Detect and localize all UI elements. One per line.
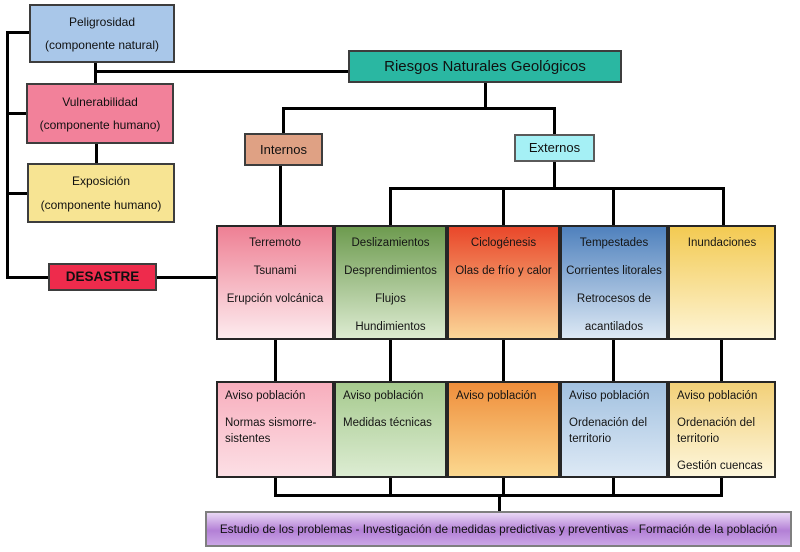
- externos-label: Externos: [528, 140, 581, 155]
- hazard-item: Tempestades: [579, 237, 649, 249]
- footer-label: Estudio de los problemas - Investigación de medidas predictivas y preventivas - Formación de la población: [219, 522, 778, 536]
- connector-peligrosidad-to-title: [94, 70, 348, 73]
- connector-left-spine: [6, 31, 9, 279]
- footer-bar: [205, 511, 792, 547]
- connector-to-footer: [498, 494, 501, 511]
- connector-row-col4: [612, 340, 615, 381]
- connector-spine-to-vulnerabilidad: [6, 112, 26, 115]
- hazard-item: Retrocesos de acantilados: [576, 293, 652, 333]
- box-externos: [514, 134, 595, 162]
- measure-box-tempestades: [560, 381, 668, 478]
- connector-drop-col3: [502, 187, 505, 225]
- peligrosidad-sublabel: (componente natural): [44, 38, 160, 52]
- hazard-item: Tsunami: [253, 265, 297, 277]
- measure-item: Medidas técnicas: [343, 417, 432, 429]
- diagram-title: Riesgos Naturales Geológicos: [384, 57, 586, 75]
- measure-box-inundaciones: [668, 381, 776, 478]
- hazard-item: Corrientes litorales: [566, 265, 662, 277]
- measure-box-deslizamientos: [334, 381, 447, 478]
- hazard-box-tempestades: [560, 225, 668, 340]
- measure-item: Ordenación del territorio: [569, 417, 647, 445]
- vulnerabilidad-sublabel: (componente humano): [39, 118, 161, 133]
- connector-desastre-to-hazards: [157, 276, 216, 279]
- hazard-item: Desprendimientos: [344, 265, 437, 277]
- hazard-box-terremoto: [216, 225, 334, 340]
- hazard-item: Flujos: [375, 293, 406, 305]
- hazard-box-inundaciones: [668, 225, 776, 340]
- connector-row-col3: [502, 340, 505, 381]
- box-exposicion: [27, 163, 175, 223]
- hazard-item: Ciclogénesis: [470, 237, 537, 249]
- measure-item: Normas sismorre-sistentes: [225, 417, 317, 445]
- measure-item: Aviso población: [343, 390, 424, 402]
- connector-vulnerabilidad-exposicion: [95, 144, 98, 163]
- connector-externos-riser: [553, 107, 556, 134]
- connector-row-col2: [389, 340, 392, 381]
- connector-peligrosidad-vulnerabilidad: [94, 63, 97, 83]
- connector-internos-riser: [282, 107, 285, 133]
- connector-drop-col4: [612, 187, 615, 225]
- exposicion-sublabel: (componente humano): [40, 197, 162, 212]
- hazard-box-deslizamientos: [334, 225, 447, 340]
- connector-spine-to-desastre: [6, 276, 48, 279]
- hazard-item: Olas de frío y calor: [455, 265, 552, 277]
- connector-branch-bus: [282, 107, 556, 110]
- box-vulnerabilidad: [26, 83, 174, 144]
- hazard-item: Terremoto: [249, 237, 301, 249]
- connector-title-down: [484, 83, 487, 110]
- desastre-label: DESASTRE: [65, 269, 140, 284]
- diagram-title-box: [348, 50, 622, 83]
- connector-spine-to-exposicion: [6, 192, 27, 195]
- measure-item: Gestión cuencas: [677, 460, 763, 472]
- connector-externos-bus: [389, 187, 725, 190]
- connector-drop-col2: [389, 187, 392, 225]
- measure-box-ciclogenesis: [447, 381, 560, 478]
- connector-internos-to-col1: [279, 166, 282, 225]
- connector-spine-to-peligrosidad: [6, 31, 29, 34]
- box-internos: [244, 133, 323, 166]
- box-desastre: [48, 263, 157, 291]
- hazard-item: Inundaciones: [687, 237, 757, 249]
- measure-item: Aviso población: [456, 390, 537, 402]
- measure-item: Aviso población: [677, 390, 758, 402]
- hazard-item: Erupción volcánica: [226, 293, 324, 305]
- measure-box-terremoto: [216, 381, 334, 478]
- hazard-item: Hundimientos: [355, 321, 426, 333]
- connector-row-col1: [274, 340, 277, 381]
- connector-row-col5: [720, 340, 723, 381]
- box-peligrosidad: [29, 4, 175, 63]
- measure-item: Ordenación del territorio: [677, 417, 755, 445]
- connector-drop-col5: [722, 187, 725, 225]
- hazard-box-ciclogenesis: [447, 225, 560, 340]
- exposicion-label: Exposición: [71, 174, 131, 189]
- measure-item: Aviso población: [569, 390, 650, 402]
- peligrosidad-label: Peligrosidad: [68, 15, 136, 29]
- vulnerabilidad-label: Vulnerabilidad: [62, 94, 138, 109]
- measure-item: Aviso población: [225, 390, 306, 402]
- hazard-item: Deslizamientos: [351, 237, 430, 249]
- connector-externos-down: [553, 162, 556, 190]
- internos-label: Internos: [260, 141, 307, 157]
